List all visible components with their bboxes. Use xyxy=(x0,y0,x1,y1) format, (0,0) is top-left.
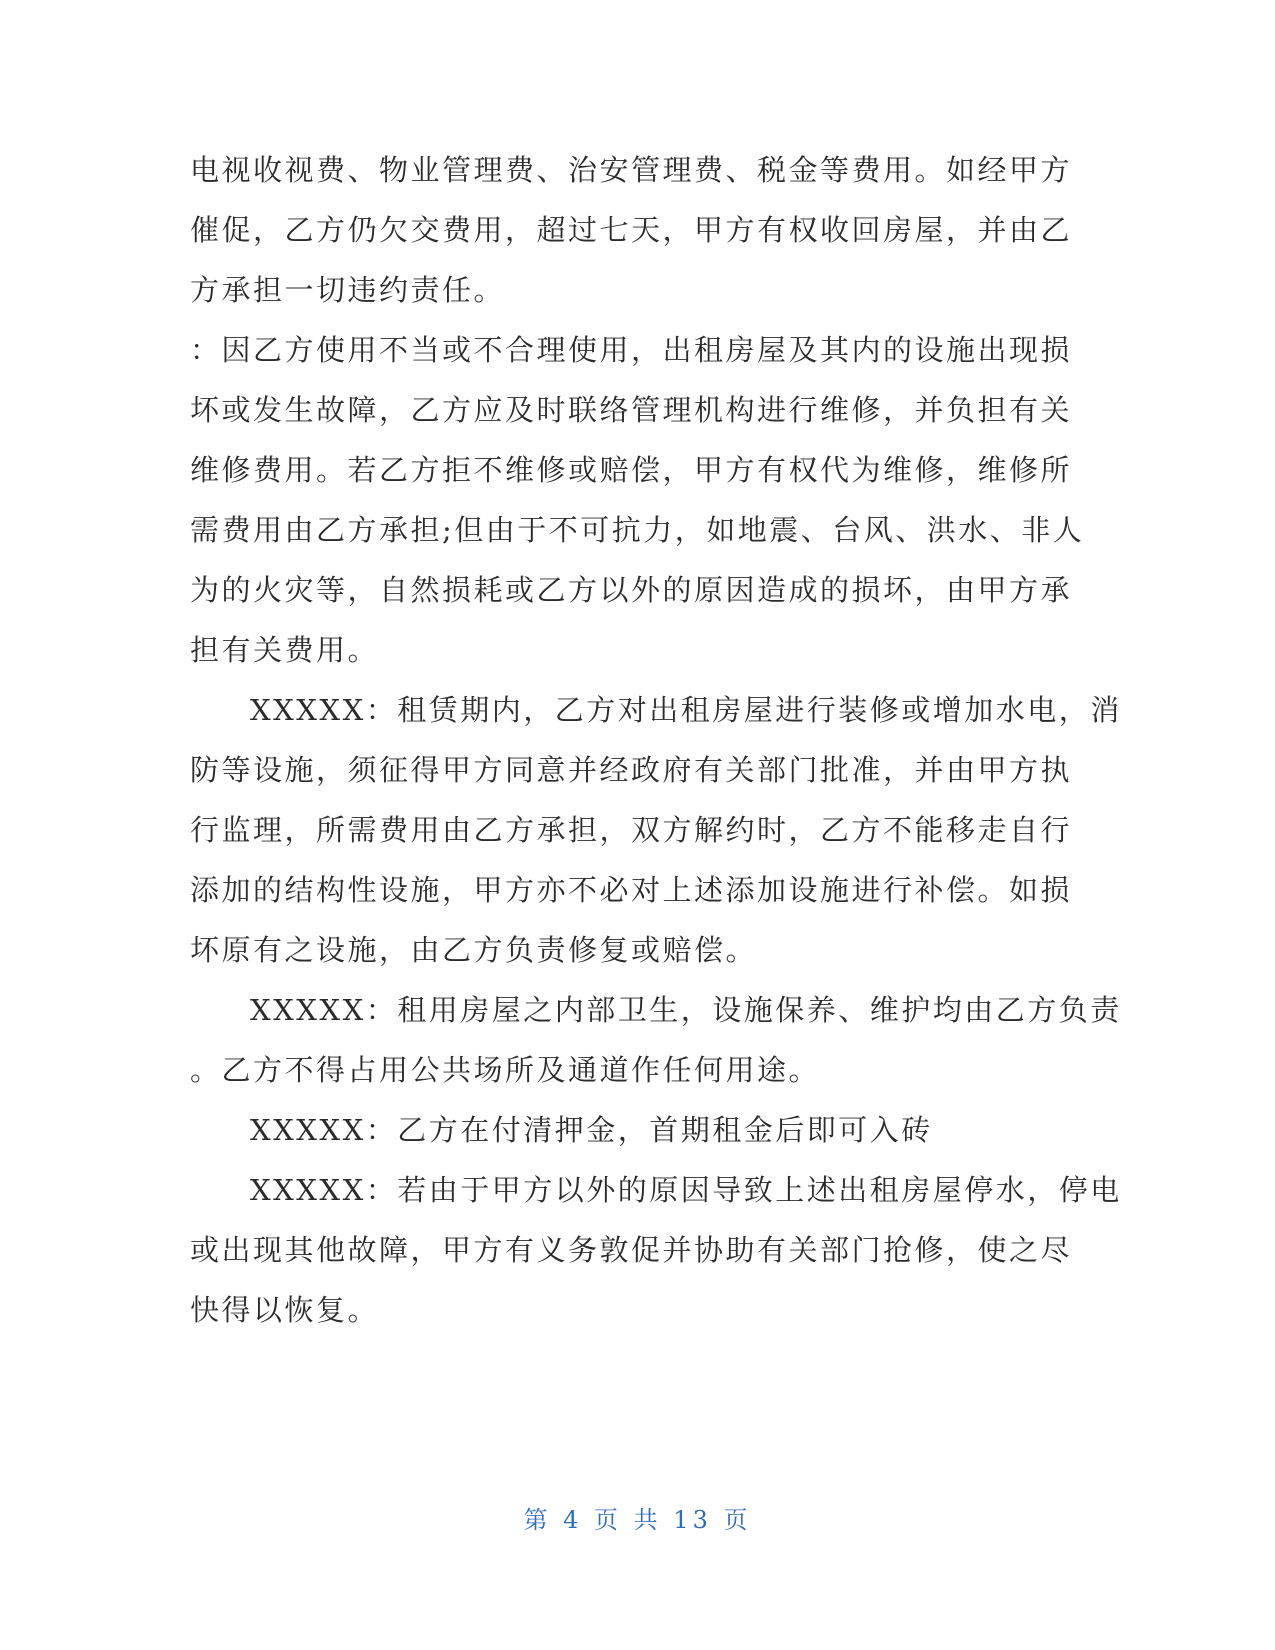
page-number-footer: 第 4 页 共 13 页 xyxy=(523,1506,752,1534)
text-line: 电视收视费、物业管理费、治安管理费、税金等费用。如经甲方 xyxy=(190,153,1073,187)
text-line: XXXXX：租赁期内，乙方对出租房屋进行装修或增加水电，消 xyxy=(250,693,1122,727)
text-line: 需费用由乙方承担;但由于不可抗力，如地震、台风、洪水、非人 xyxy=(190,513,1085,547)
text-line: 方承担一切违约责任。 xyxy=(190,273,506,307)
paragraph-renovation xyxy=(190,680,1122,980)
text-line: 快得以恢复。 xyxy=(190,1293,380,1327)
paragraph-damage xyxy=(190,320,1085,680)
text-line: XXXXX：乙方在付清押金，首期租金后即可入砖 xyxy=(250,1113,933,1147)
text-line: 。乙方不得占用公共场所及通道作任何用途。 xyxy=(190,1053,821,1087)
text-line: 维修费用。若乙方拒不维修或赔偿，甲方有权代为维修，维修所 xyxy=(190,453,1073,487)
text-line: XXXXX：若由于甲方以外的原因导致上述出租房屋停水，停电 xyxy=(250,1173,1122,1207)
text-line: 担有关费用。 xyxy=(190,633,380,667)
document-body xyxy=(190,140,1122,1340)
text-line: 防等设施，须征得甲方同意并经政府有关部门批准，并由甲方执 xyxy=(190,753,1073,787)
text-line: 添加的结构性设施，甲方亦不必对上述添加设施进行补偿。如损 xyxy=(190,873,1073,907)
text-line: 坏原有之设施，由乙方负责修复或赔偿。 xyxy=(190,933,758,967)
text-line: 催促，乙方仍欠交费用，超过七天，甲方有权收回房屋，并由乙 xyxy=(190,213,1073,247)
text-line: 行监理，所需费用由乙方承担，双方解约时，乙方不能移走自行 xyxy=(190,813,1073,847)
paragraph-move-in xyxy=(190,1100,1085,1160)
paragraph-fees xyxy=(190,140,1085,320)
paragraph-hygiene xyxy=(190,980,1122,1100)
text-line: 为的火灾等，自然损耗或乙方以外的原因造成的损坏，由甲方承 xyxy=(190,573,1073,607)
paragraph-outage xyxy=(190,1160,1122,1340)
text-line: ：因乙方使用不当或不合理使用，出租房屋及其内的设施出现损 xyxy=(190,333,1073,367)
text-line: XXXXX：租用房屋之内部卫生，设施保养、维护均由乙方负责 xyxy=(250,993,1122,1027)
text-line: 或出现其他故障，甲方有义务敦促并协助有关部门抢修，使之尽 xyxy=(190,1233,1073,1267)
text-line: 坏或发生故障，乙方应及时联络管理机构进行维修，并负担有关 xyxy=(190,393,1073,427)
